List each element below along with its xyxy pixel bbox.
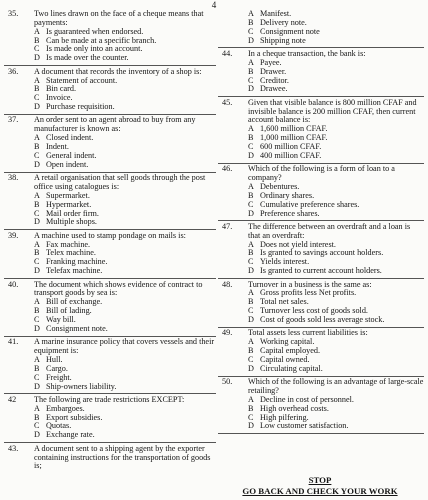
question-block bbox=[218, 329, 424, 376]
stop-block bbox=[230, 476, 410, 496]
option-text: Invoice. bbox=[46, 93, 73, 103]
answer-option bbox=[248, 37, 424, 46]
option-letter: D bbox=[34, 266, 40, 276]
question-stem: The following are trade restrictions EXCEPT: bbox=[34, 394, 185, 404]
option-text: Exchange rate. bbox=[46, 430, 95, 440]
option-text: Low customer satisfaction. bbox=[260, 421, 349, 431]
option-text: 600 million CFAF. bbox=[260, 142, 322, 152]
question-number: 40. bbox=[8, 279, 19, 289]
option-text: Telex machine. bbox=[46, 248, 96, 258]
answer-option bbox=[248, 85, 424, 94]
question-stem: Given that visible balance is 800 million CFAF and invisible balance is 200 million CFAF, then current account balance is: bbox=[248, 97, 417, 125]
option-text: Bill of exchange. bbox=[46, 297, 103, 307]
question-block bbox=[4, 338, 216, 394]
option-letter: D bbox=[34, 217, 40, 227]
question-block bbox=[4, 232, 216, 279]
option-letter: C bbox=[34, 315, 40, 324]
option-text: Capital employed. bbox=[260, 346, 321, 356]
question-number: 36. bbox=[8, 66, 19, 76]
answer-option bbox=[248, 422, 424, 431]
option-letter: A bbox=[34, 239, 40, 249]
option-text: Franking machine. bbox=[46, 257, 108, 267]
option-letter: C bbox=[248, 75, 254, 85]
question-number: 35. bbox=[8, 9, 19, 18]
option-text: Yields interest. bbox=[260, 257, 310, 267]
question-number: 46. bbox=[222, 164, 233, 174]
option-letter: C bbox=[34, 44, 40, 54]
option-letter: B bbox=[248, 248, 254, 258]
question-block bbox=[4, 174, 216, 230]
option-letter: D bbox=[34, 430, 40, 440]
option-text: Cost of goods sold less average stock. bbox=[260, 315, 385, 324]
option-text: Working capital. bbox=[260, 337, 315, 347]
option-letter: B bbox=[34, 84, 40, 94]
option-text: Mail order firm. bbox=[46, 208, 99, 218]
answer-option bbox=[34, 161, 216, 170]
answer-option bbox=[34, 218, 216, 227]
question-number: 48. bbox=[222, 279, 233, 289]
question-number: 44. bbox=[222, 48, 233, 58]
option-letter: A bbox=[34, 403, 40, 413]
option-letter: A bbox=[248, 394, 254, 404]
answer-option bbox=[34, 103, 216, 112]
option-text: Purchase requisition. bbox=[46, 102, 115, 112]
option-text: Export subsidies. bbox=[46, 412, 103, 422]
option-letter: D bbox=[248, 363, 254, 373]
option-letter: D bbox=[34, 381, 40, 391]
option-text: Consignment note. bbox=[46, 323, 108, 333]
question-block bbox=[218, 165, 424, 221]
option-text: Quotas. bbox=[46, 421, 72, 431]
right-column bbox=[218, 10, 424, 436]
option-text: Capital owned. bbox=[260, 354, 310, 364]
option-text: Open indent. bbox=[46, 159, 89, 169]
option-text: Circulating capital. bbox=[260, 363, 323, 373]
option-letter: D bbox=[34, 159, 40, 169]
question-block bbox=[218, 99, 424, 164]
option-text: Closed indent. bbox=[46, 133, 94, 143]
option-letter: D bbox=[34, 323, 40, 333]
option-letter: A bbox=[34, 26, 40, 36]
option-text: Cumulative preference shares. bbox=[260, 199, 360, 209]
option-letter: D bbox=[248, 266, 254, 276]
option-letter: B bbox=[248, 297, 254, 307]
option-text: Way bill. bbox=[46, 315, 76, 324]
option-text: Bin card. bbox=[46, 84, 77, 94]
option-letter: C bbox=[34, 93, 40, 103]
option-letter: D bbox=[248, 35, 254, 45]
option-letter: B bbox=[34, 199, 40, 209]
option-text: Creditor. bbox=[260, 75, 289, 85]
option-text: General indent. bbox=[46, 150, 97, 160]
option-text: Multiple shops. bbox=[46, 217, 97, 227]
option-text: Does not yield interest. bbox=[260, 239, 336, 249]
option-text: Is made over the counter. bbox=[46, 53, 129, 63]
question-number: 39. bbox=[8, 230, 19, 240]
option-text: Debentures. bbox=[260, 181, 300, 191]
option-letter: A bbox=[34, 190, 40, 200]
question-stem: Total assets less current liabilities is: bbox=[248, 328, 368, 338]
option-letter: C bbox=[248, 412, 254, 422]
option-text: High pilfering. bbox=[260, 412, 309, 422]
check-work-instruction: GO BACK AND CHECK YOUR WORK bbox=[242, 485, 398, 496]
option-text: High overhead costs. bbox=[260, 403, 329, 413]
option-letter: B bbox=[248, 133, 254, 143]
question-stem: A document that records the inventory of a shop is: bbox=[34, 66, 202, 76]
question-block bbox=[4, 116, 216, 172]
option-letter: A bbox=[248, 337, 254, 347]
option-letter: A bbox=[34, 297, 40, 307]
question-block bbox=[218, 223, 424, 279]
question-stem: A machine used to stamp pondage on mails is: bbox=[34, 230, 186, 240]
option-text: Cargo. bbox=[46, 363, 68, 373]
option-letter: C bbox=[248, 257, 254, 267]
option-letter: D bbox=[248, 421, 254, 431]
question-number: 38. bbox=[8, 173, 19, 183]
option-letter: C bbox=[34, 421, 40, 431]
question-block bbox=[4, 445, 216, 474]
question-stem: A marine insurance policy that covers vessels and their equipment is: bbox=[34, 337, 215, 356]
option-letter: B bbox=[248, 190, 254, 200]
answer-option bbox=[34, 431, 216, 440]
question-stem: Two lines drawn on the face of a cheque means that payments: bbox=[34, 9, 204, 27]
option-letter: B bbox=[248, 403, 254, 413]
option-text: Gross profits less Net profits. bbox=[260, 288, 357, 298]
answer-option bbox=[248, 210, 424, 219]
question-stem: The difference between an overdraft and a loan is that an overdraft: bbox=[248, 221, 411, 240]
question-stem: A retail organisation that sell goods through the post office using catalogues is: bbox=[34, 173, 206, 191]
option-letter: C bbox=[248, 354, 254, 364]
option-text: Can be made at a specific branch. bbox=[46, 35, 157, 45]
answer-option bbox=[248, 316, 424, 325]
option-letter: D bbox=[248, 208, 254, 218]
option-text: Preference shares. bbox=[260, 208, 320, 218]
option-letter: B bbox=[248, 66, 254, 76]
question-stem: Which of the following is an advantage of large-scale retailing? bbox=[248, 377, 424, 396]
option-text: Supermarket. bbox=[46, 190, 90, 200]
option-letter: A bbox=[34, 133, 40, 143]
option-letter: B bbox=[34, 248, 40, 258]
answer-option bbox=[34, 54, 216, 63]
option-text: Statement of account. bbox=[46, 75, 118, 85]
option-letter: D bbox=[248, 84, 254, 94]
option-letter: C bbox=[34, 208, 40, 218]
question-block bbox=[218, 50, 424, 97]
option-letter: C bbox=[34, 150, 40, 160]
question-stem: An order sent to an agent abroad to buy from any manufacturer is known as: bbox=[34, 115, 196, 134]
option-text: Freight. bbox=[46, 372, 72, 382]
option-text: Drawer. bbox=[260, 66, 287, 76]
option-text: Decline in cost of personnel. bbox=[260, 394, 354, 404]
option-letter: A bbox=[34, 75, 40, 85]
stop-label: STOP bbox=[308, 475, 332, 485]
option-letter: B bbox=[34, 363, 40, 373]
option-letter: D bbox=[34, 102, 40, 112]
option-text: 1,600 million CFAF. bbox=[260, 124, 328, 134]
option-letter: C bbox=[248, 142, 254, 152]
option-letter: A bbox=[248, 288, 254, 298]
answer-option bbox=[248, 365, 424, 374]
question-number: 43. bbox=[8, 443, 19, 453]
option-text: Embargoes. bbox=[46, 403, 85, 413]
answer-option bbox=[34, 325, 216, 334]
question-block bbox=[4, 10, 216, 66]
question-number: 50. bbox=[222, 377, 233, 387]
option-text: Hull. bbox=[46, 354, 63, 364]
option-text: Hypermarket. bbox=[46, 199, 92, 209]
option-text: Turnover less cost of goods sold. bbox=[260, 306, 368, 316]
option-text: Telefax machine. bbox=[46, 266, 103, 276]
question-number: 41. bbox=[8, 337, 19, 347]
question-number: 37. bbox=[8, 115, 19, 125]
option-text: Is made only into an account. bbox=[46, 44, 143, 54]
option-letter: A bbox=[248, 181, 254, 191]
option-text: Ship-owners liability. bbox=[46, 381, 117, 391]
question-block bbox=[218, 10, 424, 48]
option-text: Shipping note bbox=[260, 35, 306, 45]
question-block bbox=[218, 281, 424, 328]
answer-option bbox=[34, 383, 216, 392]
question-stem: A document sent to a shipping agent by the exporter containing instructions for the transportation of goods is; bbox=[34, 443, 211, 471]
option-text: Is granted to current account holders. bbox=[260, 266, 382, 276]
option-letter: B bbox=[34, 35, 40, 45]
option-letter: D bbox=[248, 315, 254, 324]
answer-option bbox=[34, 267, 216, 276]
option-text: 400 million CFAF. bbox=[260, 150, 322, 160]
option-letter: C bbox=[248, 26, 254, 36]
page-number: 4 bbox=[211, 0, 217, 10]
option-letter: D bbox=[248, 150, 254, 160]
answer-option bbox=[248, 267, 424, 276]
option-letter: C bbox=[34, 257, 40, 267]
option-text: Manifest. bbox=[260, 9, 292, 18]
option-letter: A bbox=[248, 57, 254, 67]
option-text: Drawee. bbox=[260, 84, 288, 94]
question-number: 47. bbox=[222, 221, 233, 231]
question-number: 42 bbox=[8, 394, 17, 404]
option-letter: B bbox=[34, 142, 40, 152]
question-block bbox=[4, 68, 216, 115]
question-number: 45. bbox=[222, 97, 233, 107]
answer-option bbox=[248, 152, 424, 161]
question-number: 49. bbox=[222, 328, 233, 338]
option-letter: A bbox=[248, 124, 254, 134]
question-stem: In a cheque transaction, the bank is: bbox=[248, 48, 366, 58]
option-text: Is granted to savings account holders. bbox=[260, 248, 384, 258]
option-letter: B bbox=[34, 306, 40, 316]
option-text: Payee. bbox=[260, 57, 282, 67]
option-letter: A bbox=[248, 239, 254, 249]
option-text: Total net sales. bbox=[260, 297, 309, 307]
option-letter: A bbox=[34, 354, 40, 364]
question-stem: The document which shows evidence of contract to transport goods by sea is: bbox=[34, 279, 203, 298]
question-block bbox=[4, 396, 216, 443]
option-letter: C bbox=[248, 306, 254, 316]
option-text: Bill of lading. bbox=[46, 306, 92, 316]
left-column bbox=[4, 10, 216, 475]
question-stem: Turnover in a business is the same as: bbox=[248, 279, 372, 289]
option-text: Delivery note. bbox=[260, 17, 307, 27]
question-block bbox=[4, 281, 216, 337]
option-letter: C bbox=[248, 199, 254, 209]
option-text: Consignment note bbox=[260, 26, 320, 36]
option-text: Indent. bbox=[46, 142, 69, 152]
option-letter: B bbox=[34, 412, 40, 422]
question-block bbox=[218, 378, 424, 434]
option-letter: C bbox=[34, 372, 40, 382]
option-text: Fax machine. bbox=[46, 239, 91, 249]
question-stem: Which of the following is a form of loan to a company? bbox=[248, 164, 395, 183]
option-text: 1,000 million CFAF. bbox=[260, 133, 328, 143]
option-text: Is guaranteed when endorsed. bbox=[46, 26, 144, 36]
option-letter: B bbox=[248, 346, 254, 356]
option-letter: A bbox=[248, 9, 254, 18]
option-text: Ordinary shares. bbox=[260, 190, 315, 200]
option-letter: D bbox=[34, 53, 40, 63]
option-letter: B bbox=[248, 17, 254, 27]
